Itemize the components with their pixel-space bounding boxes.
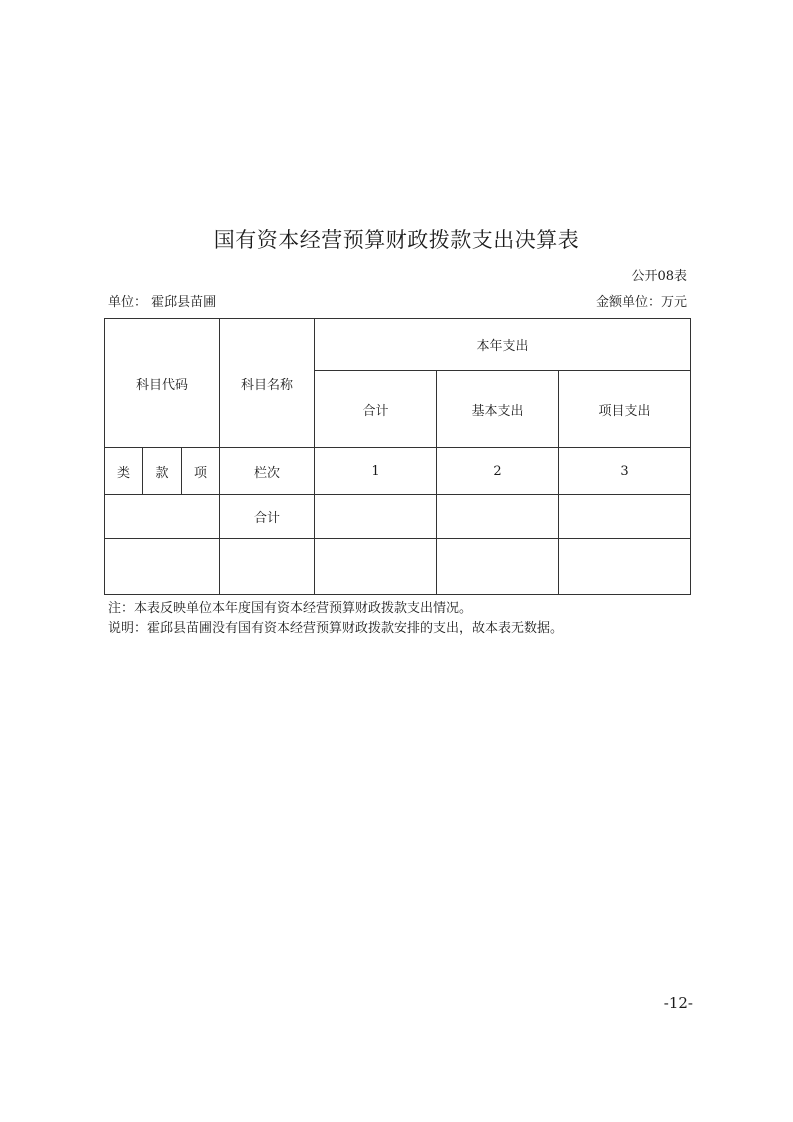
notes-section [108, 599, 563, 639]
class-header: 类 [105, 448, 143, 495]
empty-basic-cell [437, 539, 559, 595]
empty-code-cell [105, 539, 220, 595]
empty-project-cell [559, 539, 691, 595]
total-row-value-total [315, 495, 437, 539]
basic-expenditure-header: 基本支出 [437, 371, 559, 448]
table-note: 注：本表反映单位本年度国有资本经营预算财政拨款支出情况。 [108, 601, 473, 616]
table-index-row [105, 448, 691, 495]
total-row-value-project [559, 495, 691, 539]
project-expenditure-header: 项目支出 [559, 371, 691, 448]
page-number: -12- [663, 994, 693, 1012]
form-number: 公开08表 [631, 269, 687, 284]
table-row [105, 539, 691, 595]
current-year-header: 本年支出 [315, 319, 691, 371]
table-total-row [105, 495, 691, 539]
unit-label: 单位： 霍邱县苗圃 [108, 295, 217, 310]
table-explanation: 说明：霍邱县苗圃没有国有资本经营预算财政拨款安排的支出，故本表无数据。 [108, 621, 564, 636]
row-index-label: 栏次 [220, 448, 315, 495]
column-index-1: 1 [315, 448, 437, 495]
column-index-3: 3 [559, 448, 691, 495]
total-row-code-cell [105, 495, 220, 539]
document-title: 国有资本经营预算财政拨款支出决算表 [213, 228, 580, 252]
money-unit-label: 金额单位：万元 [595, 295, 687, 310]
column-index-2: 2 [437, 448, 559, 495]
item-header: 项 [182, 448, 220, 495]
total-row-value-basic [437, 495, 559, 539]
expenditure-table [104, 318, 691, 595]
subject-code-header: 科目代码 [105, 319, 220, 448]
table-header-row [105, 319, 691, 371]
empty-total-cell [315, 539, 437, 595]
total-row-label: 合计 [220, 495, 315, 539]
section-header: 款 [143, 448, 182, 495]
total-header: 合计 [315, 371, 437, 448]
subject-name-header: 科目名称 [220, 319, 315, 448]
empty-name-cell [220, 539, 315, 595]
